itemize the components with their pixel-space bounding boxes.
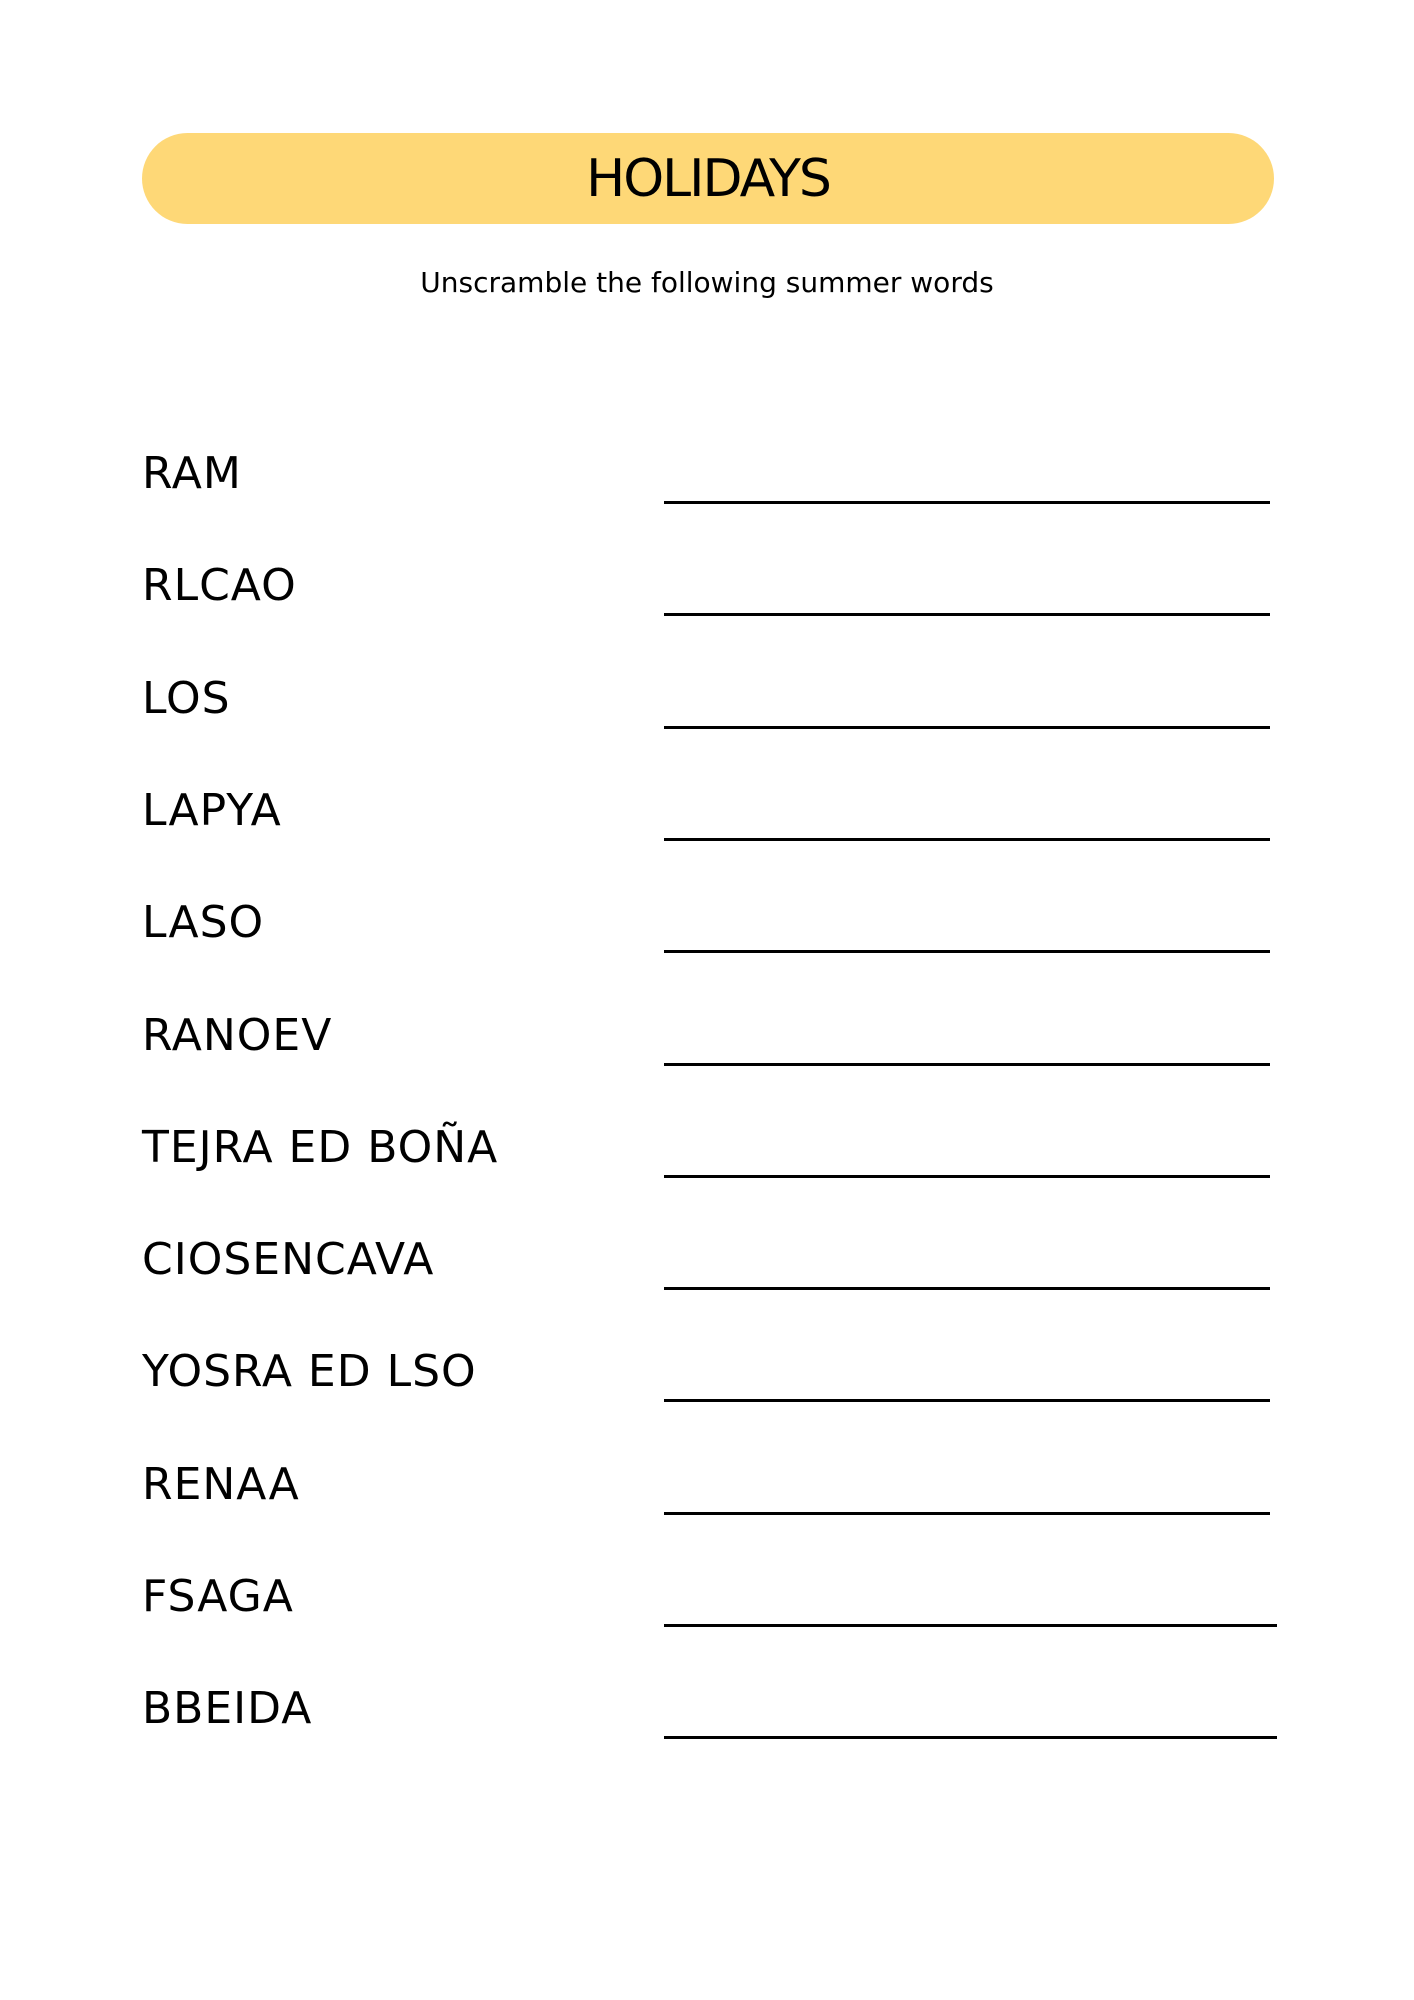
answer-line[interactable]	[664, 1287, 1270, 1290]
scrambled-word: RLCAO	[142, 560, 297, 612]
scrambled-word: CIOSENCAVA	[142, 1234, 435, 1286]
page-title: HOLIDAYS	[586, 148, 830, 209]
scrambled-word: YOSRA ED LSO	[142, 1346, 477, 1398]
answer-line[interactable]	[664, 838, 1270, 841]
answer-line[interactable]	[664, 950, 1270, 953]
scrambled-word: LAPYA	[142, 784, 282, 836]
scrambled-word: FSAGA	[142, 1571, 294, 1622]
word-row	[0, 671, 1414, 783]
answer-line[interactable]	[664, 1736, 1277, 1739]
instructions: Unscramble the following summer words	[420, 266, 994, 299]
word-row	[0, 558, 1414, 670]
answer-line[interactable]	[664, 501, 1270, 504]
word-row	[0, 1120, 1414, 1232]
answer-line[interactable]	[664, 1512, 1270, 1515]
word-row	[0, 895, 1414, 1007]
word-row	[0, 1457, 1414, 1569]
scrambled-word: LOS	[142, 672, 231, 724]
word-row	[0, 1232, 1414, 1344]
answer-line[interactable]	[664, 1175, 1270, 1178]
word-row	[0, 1008, 1414, 1120]
word-row	[0, 446, 1414, 558]
scrambled-word: TEJRA ED BOÑA	[142, 1121, 499, 1173]
answer-line[interactable]	[664, 1063, 1270, 1066]
answer-line[interactable]	[664, 1399, 1270, 1402]
word-row	[0, 1344, 1414, 1456]
word-row	[0, 1681, 1414, 1793]
scrambled-word: LASO	[142, 897, 265, 949]
scrambled-word: BBEIDA	[142, 1683, 313, 1735]
answer-line[interactable]	[664, 726, 1270, 729]
answer-line[interactable]	[664, 613, 1270, 616]
answer-line[interactable]	[664, 1624, 1277, 1627]
word-row	[0, 783, 1414, 895]
word-row	[0, 1569, 1414, 1681]
scrambled-word: RANOEV	[142, 1009, 333, 1061]
scrambled-word: RENAA	[142, 1458, 300, 1510]
scrambled-word: RAM	[142, 448, 242, 499]
